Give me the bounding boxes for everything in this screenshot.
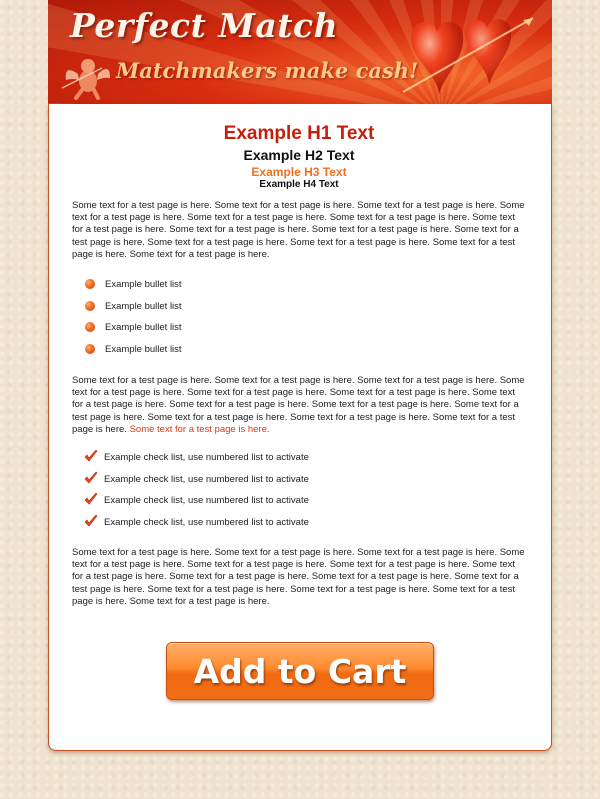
bullet-list-item <box>84 319 182 335</box>
bullet-icon <box>85 301 95 311</box>
site-tagline: Matchmakers make cash! <box>116 58 419 83</box>
header-banner <box>48 0 552 106</box>
bullet-list-label: Example bullet list <box>105 278 182 290</box>
heading-h3: Example H3 Text <box>251 165 347 179</box>
check-list-item <box>84 449 309 465</box>
paragraph-2-text: Some text for a test page is here. Some text for a test page is here. Some text for a test page is here. Some text for a test page is here. Some text for a test page is here. Some text for a test page is here. Some text for a test page is here. Some text for a test page is here. Some text for a test page is here. Some text for a test page is here. Some text for a test page is here. Some text for a test page is here. Some text for a test page is here. <box>72 375 525 435</box>
checkmark-icon <box>84 515 98 529</box>
heading-h4: Example H4 Text <box>259 179 339 190</box>
checkmark-icon <box>84 450 98 464</box>
bullet-list-item <box>84 276 182 292</box>
checkmark-icon <box>84 493 98 507</box>
cupid-icon <box>58 50 116 100</box>
check-list-label: Example check list, use numbered list to activate <box>104 494 309 506</box>
check-list-label: Example check list, use numbered list to activate <box>104 451 309 463</box>
bullet-list-item <box>84 341 182 357</box>
paragraph-2-link[interactable]: Some text for a test page is here. <box>129 423 270 435</box>
bullet-icon <box>85 322 95 332</box>
heading-h2: Example H2 Text <box>243 147 355 163</box>
hearts-icon <box>393 12 543 102</box>
paragraph-1: Some text for a test page is here. Some text for a test page is here. Some text for a test page is here. Some text for a test page is here. Some text for a test page is here. Some text for a test page is here. Some text for a test page is here. Some text for a test page is here. Some text for a test page is here. Some text for a test page is here. Some text for a test page is here. Some text for a test page is here. Some text for a test page is here. Some text for a test page is here. <box>72 200 525 260</box>
site-title: Perfect Match <box>70 6 339 45</box>
paragraph-3: Some text for a test page is here. Some text for a test page is here. Some text for a test page is here. Some text for a test page is here. Some text for a test page is here. Some text for a test page is here. Some text for a test page is here. Some text for a test page is here. Some text for a test page is here. Some text for a test page is here. Some text for a test page is here. Some text for a test page is here. Some text for a test page is here. Some text for a test page is here. <box>72 547 525 607</box>
add-to-cart-button[interactable]: Add to Cart <box>166 642 434 700</box>
bullet-list-label: Example bullet list <box>105 321 182 333</box>
bullet-list-label: Example bullet list <box>105 300 182 312</box>
heading-h1: Example H1 Text <box>223 123 375 144</box>
bullet-list-item <box>84 298 182 314</box>
check-list-item <box>84 514 309 530</box>
bullet-icon <box>85 279 95 289</box>
checkmark-icon <box>84 472 98 486</box>
bullet-icon <box>85 344 95 354</box>
check-list-item <box>84 471 309 487</box>
bullet-list-label: Example bullet list <box>105 343 182 355</box>
check-list-label: Example check list, use numbered list to activate <box>104 473 309 485</box>
paragraph-2 <box>72 375 528 436</box>
check-list-label: Example check list, use numbered list to activate <box>104 516 309 528</box>
check-list-item <box>84 492 309 508</box>
